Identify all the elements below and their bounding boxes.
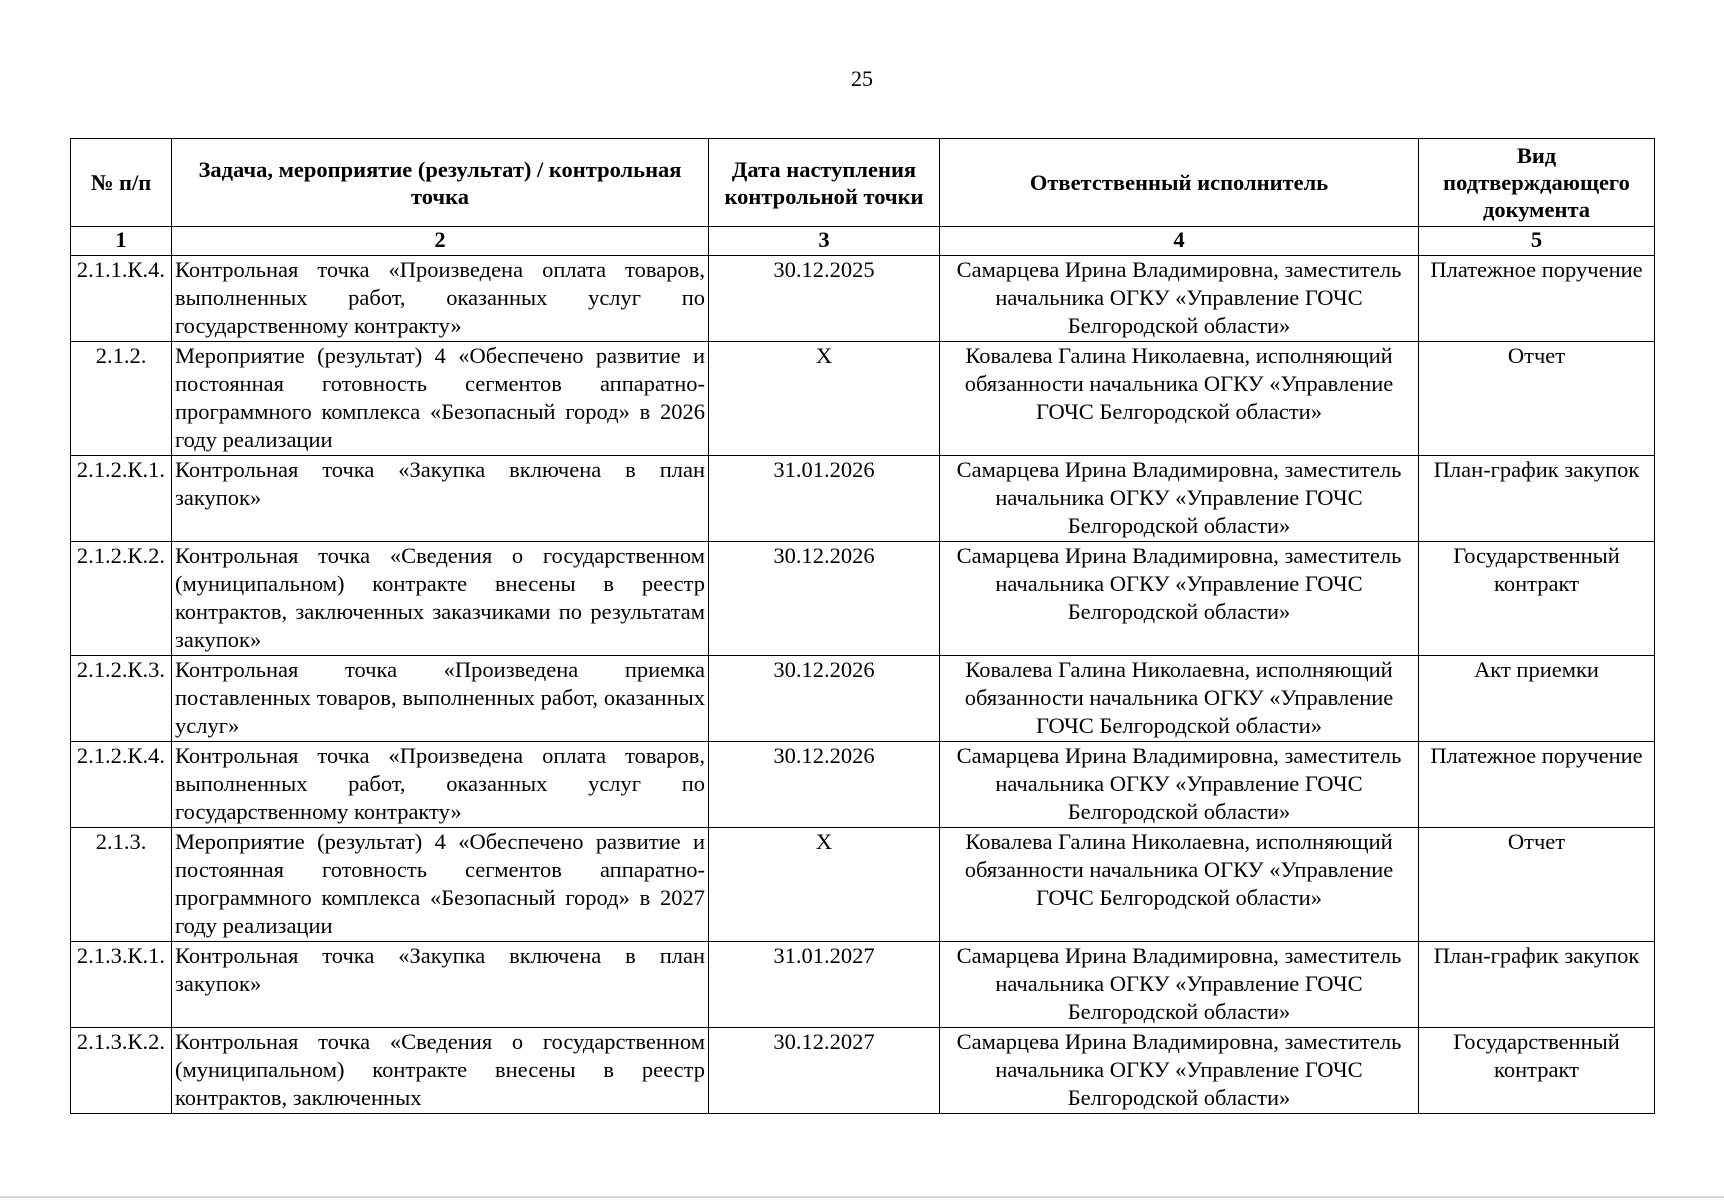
row-date: 30.12.2026 bbox=[709, 742, 940, 828]
row-date: Х bbox=[709, 828, 940, 942]
row-responsible: Самарцева Ирина Владимировна, заместитель начальника ОГКУ «Управление ГОЧС Белгородской области» bbox=[940, 456, 1419, 542]
row-task: Контрольная точка «Закупка включена в план закупок» bbox=[172, 456, 709, 542]
row-responsible: Ковалева Галина Николаевна, исполняющий обязанности начальника ОГКУ «Управление ГОЧС Белгородской области» bbox=[940, 828, 1419, 942]
column-number: 4 bbox=[940, 227, 1419, 256]
row-responsible: Ковалева Галина Николаевна, исполняющий обязанности начальника ОГКУ «Управление ГОЧС Белгородской области» bbox=[940, 656, 1419, 742]
row-task: Контрольная точка «Произведена оплата товаров, выполненных работ, оказанных услуг по государственному контракту» bbox=[172, 742, 709, 828]
row-task: Мероприятие (результат) 4 «Обеспечено развитие и постоянная готовность сегментов аппаратно-программного комплекса «Безопасный город» в 2026 году реализации bbox=[172, 342, 709, 456]
row-document: Акт приемки bbox=[1419, 656, 1655, 742]
row-number: 2.1.3.К.2. bbox=[71, 1028, 172, 1114]
row-number: 2.1.3.К.1. bbox=[71, 942, 172, 1028]
row-date: 30.12.2025 bbox=[709, 256, 940, 342]
column-number: 5 bbox=[1419, 227, 1655, 256]
table-row bbox=[71, 542, 1655, 656]
table-row bbox=[71, 1028, 1655, 1114]
table-header-row bbox=[71, 139, 1655, 227]
row-task: Контрольная точка «Сведения о государственном (муниципальном) контракте внесены в реестр контрактов, заключенных заказчиками по результатам закупок» bbox=[172, 542, 709, 656]
row-responsible: Ковалева Галина Николаевна, исполняющий обязанности начальника ОГКУ «Управление ГОЧС Белгородской области» bbox=[940, 342, 1419, 456]
page-bottom-edge bbox=[0, 1196, 1724, 1198]
row-document: Государственный контракт bbox=[1419, 1028, 1655, 1114]
row-document: План-график закупок bbox=[1419, 942, 1655, 1028]
header-responsible: Ответственный исполнитель bbox=[940, 139, 1419, 227]
table-row bbox=[71, 342, 1655, 456]
table-row bbox=[71, 828, 1655, 942]
row-document: Отчет bbox=[1419, 828, 1655, 942]
table-row bbox=[71, 256, 1655, 342]
row-task: Контрольная точка «Произведена приемка поставленных товаров, выполненных работ, оказанных услуг» bbox=[172, 656, 709, 742]
row-date: Х bbox=[709, 342, 940, 456]
row-responsible: Самарцева Ирина Владимировна, заместитель начальника ОГКУ «Управление ГОЧС Белгородской области» bbox=[940, 542, 1419, 656]
page-number: 25 bbox=[851, 66, 873, 91]
row-document: Платежное поручение bbox=[1419, 742, 1655, 828]
row-document: План-график закупок bbox=[1419, 456, 1655, 542]
row-task: Контрольная точка «Произведена оплата товаров, выполненных работ, оказанных услуг по государственному контракту» bbox=[172, 256, 709, 342]
row-document: Платежное поручение bbox=[1419, 256, 1655, 342]
row-number: 2.1.1.К.4. bbox=[71, 256, 172, 342]
row-task: Контрольная точка «Сведения о государственном (муниципальном) контракте внесены в реестр контрактов, заключенных bbox=[172, 1028, 709, 1114]
row-responsible: Самарцева Ирина Владимировна, заместитель начальника ОГКУ «Управление ГОЧС Белгородской области» bbox=[940, 256, 1419, 342]
row-date: 31.01.2026 bbox=[709, 456, 940, 542]
row-number: 2.1.2.К.3. bbox=[71, 656, 172, 742]
column-number: 2 bbox=[172, 227, 709, 256]
header-task: Задача, мероприятие (результат) / контрольная точка bbox=[172, 139, 709, 227]
table-row bbox=[71, 656, 1655, 742]
row-responsible: Самарцева Ирина Владимировна, заместитель начальника ОГКУ «Управление ГОЧС Белгородской области» bbox=[940, 742, 1419, 828]
row-task: Мероприятие (результат) 4 «Обеспечено развитие и постоянная готовность сегментов аппаратно-программного комплекса «Безопасный город» в 2027 году реализации bbox=[172, 828, 709, 942]
header-date: Дата наступления контрольной точки bbox=[709, 139, 940, 227]
row-number: 2.1.2.К.2. bbox=[71, 542, 172, 656]
row-document: Государственный контракт bbox=[1419, 542, 1655, 656]
row-date: 30.12.2027 bbox=[709, 1028, 940, 1114]
column-number: 3 bbox=[709, 227, 940, 256]
header-document: Вид подтверждающего документа bbox=[1419, 139, 1655, 227]
column-number: 1 bbox=[71, 227, 172, 256]
header-number: № п/п bbox=[71, 139, 172, 227]
row-task: Контрольная точка «Закупка включена в план закупок» bbox=[172, 942, 709, 1028]
table-row bbox=[71, 742, 1655, 828]
row-number: 2.1.2.К.1. bbox=[71, 456, 172, 542]
row-date: 31.01.2027 bbox=[709, 942, 940, 1028]
row-date: 30.12.2026 bbox=[709, 656, 940, 742]
row-number: 2.1.2.К.4. bbox=[71, 742, 172, 828]
row-responsible: Самарцева Ирина Владимировна, заместитель начальника ОГКУ «Управление ГОЧС Белгородской области» bbox=[940, 1028, 1419, 1114]
table-row bbox=[71, 942, 1655, 1028]
row-date: 30.12.2026 bbox=[709, 542, 940, 656]
row-number: 2.1.3. bbox=[71, 828, 172, 942]
row-responsible: Самарцева Ирина Владимировна, заместитель начальника ОГКУ «Управление ГОЧС Белгородской области» bbox=[940, 942, 1419, 1028]
control-points-table bbox=[70, 138, 1655, 1114]
row-document: Отчет bbox=[1419, 342, 1655, 456]
row-number: 2.1.2. bbox=[71, 342, 172, 456]
table-row bbox=[71, 456, 1655, 542]
column-number-row bbox=[71, 227, 1655, 256]
